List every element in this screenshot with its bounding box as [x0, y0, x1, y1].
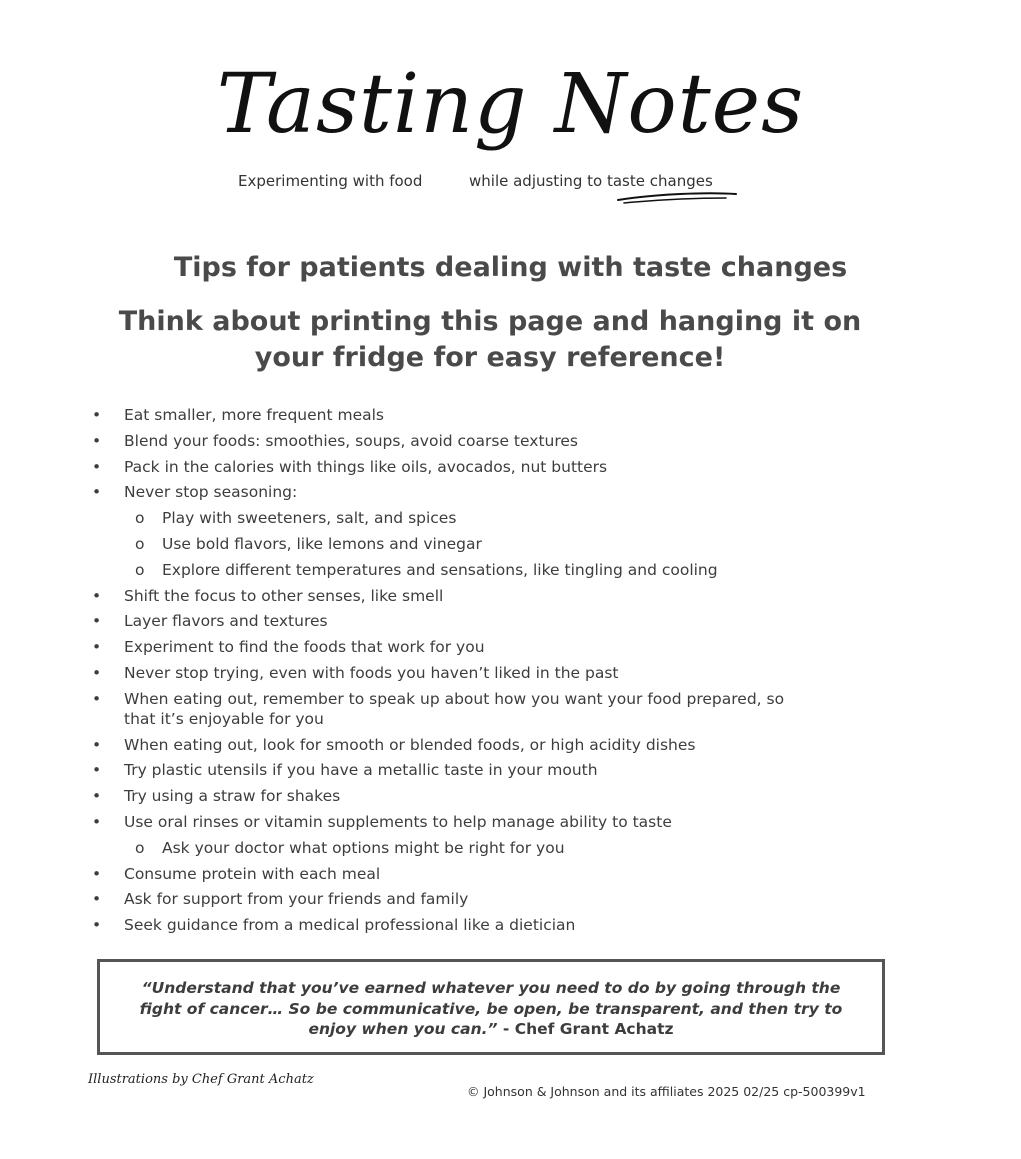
logo-tagline: [0, 172, 1021, 212]
bullet: •: [92, 689, 102, 708]
page-subheading: Think about printing this page and hanging it on your fridge for easy reference!: [118, 306, 862, 373]
bullet: •: [92, 457, 102, 476]
tip-text: Use oral rinses or vitamin supplements to help manage ability to taste: [124, 812, 672, 831]
tip-text: When eating out, remember to speak up about how you want your food prepared, so that it’s enjoyable for you: [124, 689, 785, 728]
page-heading: Tips for patients dealing with taste changes: [173, 252, 848, 283]
bullet: •: [92, 483, 102, 502]
list-item: [0, 812, 1021, 832]
quote-text: “Understand that you’ve earned whatever you need to do by going through the fight of cancer… So be communicative, be open, be transparent, and then try to enjoy when you can.”: [139, 979, 843, 1038]
list-item: [0, 431, 1021, 451]
tip-text: Never stop seasoning:: [124, 483, 298, 502]
tip-text: Never stop trying, even with foods you haven’t liked in the past: [124, 663, 619, 682]
list-item: [0, 735, 1021, 755]
tip-text: Shift the focus to other senses, like smell: [124, 586, 444, 605]
list-item: [0, 889, 1021, 909]
quote-box: [97, 959, 885, 1055]
tip-text: Blend your foods: smoothies, soups, avoid coarse textures: [124, 431, 578, 450]
tip-text: Ask for support from your friends and family: [124, 890, 469, 909]
tip-text: Explore different temperatures and sensations, like tingling and cooling: [162, 560, 718, 579]
list-item: [0, 663, 1021, 683]
copyright: © Johnson & Johnson and its affiliates 2025 02/25 cp-500399v1: [467, 1084, 866, 1099]
bullet: •: [92, 431, 102, 450]
list-item: [0, 864, 1021, 884]
list-item: [0, 689, 1021, 729]
sub-list-item: [0, 838, 1021, 858]
tip-text: Ask your doctor what options might be right for you: [162, 838, 565, 857]
sub-bullet: o: [135, 838, 145, 857]
sub-bullet: o: [135, 560, 145, 579]
logo-title: Tasting Notes: [216, 57, 805, 152]
bullet: •: [92, 812, 102, 831]
list-item: [0, 457, 1021, 477]
tip-text: Try plastic utensils if you have a metallic taste in your mouth: [124, 761, 598, 780]
bullet: •: [92, 638, 102, 657]
list-item: [0, 915, 1021, 935]
sub-list-item: [0, 534, 1021, 554]
tip-text: Layer flavors and textures: [124, 612, 328, 631]
bullet: •: [92, 586, 102, 605]
sub-list-item: [0, 560, 1021, 580]
list-item: [0, 586, 1021, 606]
tagline-right: while adjusting to taste changes: [469, 172, 713, 190]
sub-bullet: o: [135, 534, 145, 553]
tasting-notes-logo: [0, 50, 1021, 170]
tip-text: Use bold flavors, like lemons and vinegar: [162, 534, 482, 553]
bullet: •: [92, 735, 102, 754]
bullet: •: [92, 916, 102, 935]
underline-swoosh-icon: [616, 188, 740, 206]
sub-list-item: [0, 508, 1021, 528]
list-item: [0, 611, 1021, 631]
bullet: •: [92, 612, 102, 631]
bullet: •: [92, 663, 102, 682]
bullet: •: [92, 890, 102, 909]
tip-text: Play with sweeteners, salt, and spices: [162, 509, 457, 528]
sub-bullet: o: [135, 509, 145, 528]
tip-text: Consume protein with each meal: [124, 864, 381, 883]
tip-text: Seek guidance from a medical professional like a dietician: [124, 916, 576, 935]
bullet: •: [92, 761, 102, 780]
tagline-left: Experimenting with food: [238, 172, 423, 190]
tips-list: [0, 405, 1021, 941]
tip-text: Experiment to find the foods that work for you: [124, 638, 485, 657]
quote-author: - Chef Grant Achatz: [497, 1020, 674, 1038]
tip-text: Eat smaller, more frequent meals: [124, 406, 384, 424]
bullet: •: [92, 787, 102, 806]
quote: [128, 978, 854, 1040]
list-item: [0, 482, 1021, 502]
list-item: [0, 405, 1021, 425]
bullet: •: [92, 406, 102, 424]
list-item: [0, 637, 1021, 657]
bullet: •: [92, 864, 102, 883]
illustrations-credit: Illustrations by Chef Grant Achatz: [88, 1072, 314, 1087]
list-item: [0, 786, 1021, 806]
tip-text: Pack in the calories with things like oils, avocados, nut butters: [124, 457, 608, 476]
tip-text: Try using a straw for shakes: [124, 787, 341, 806]
list-item: [0, 760, 1021, 780]
tip-text: When eating out, look for smooth or blended foods, or high acidity dishes: [124, 735, 696, 754]
